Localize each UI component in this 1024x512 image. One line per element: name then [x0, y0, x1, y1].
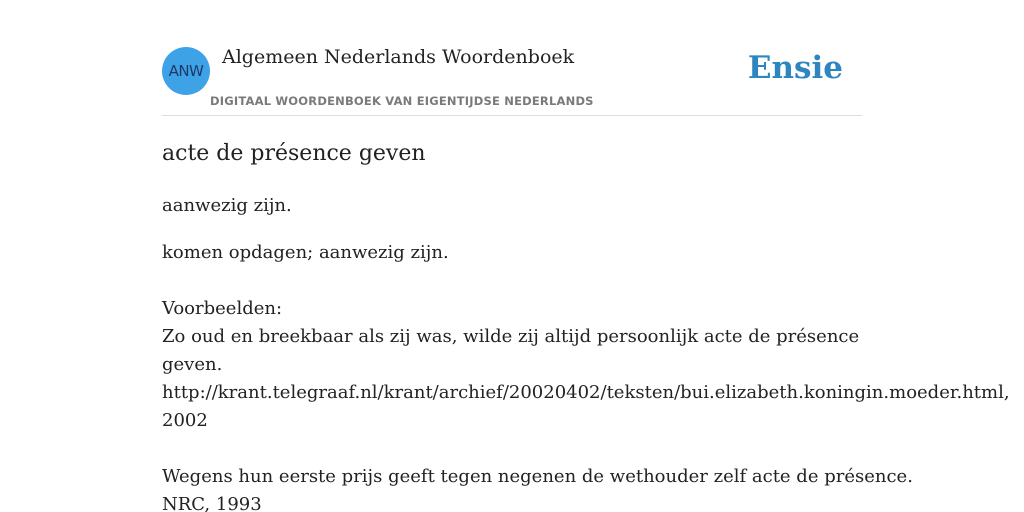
examples-section	[162, 295, 1010, 512]
example-1-line-2: geven.	[162, 354, 223, 375]
site-title[interactable]: Algemeen Nederlands Woordenboek	[222, 46, 575, 68]
example-2-source-line-1: NRC, 1993	[162, 494, 262, 512]
site-header	[162, 0, 862, 116]
examples-heading: Voorbeelden:	[162, 298, 283, 319]
example-1-source-line-2: 2002	[162, 410, 208, 431]
definition-2: komen opdagen; aanwezig zijn.	[162, 242, 449, 263]
example-1-line-1: Zo oud en breekbaar als zij was, wilde zij altijd persoonlijk acte de présence	[162, 326, 860, 347]
site-subtitle: DIGITAAL WOORDENBOEK VAN EIGENTIJDSE NEDERLANDS	[210, 94, 594, 108]
ensie-brand-logo[interactable]: Ensie	[747, 50, 843, 86]
example-spacer	[162, 435, 992, 463]
definition-1: aanwezig zijn.	[162, 195, 292, 216]
example-1-source-line-1: http://krant.telegraaf.nl/krant/archief/20020402/teksten/bui.elizabeth.koningin.moeder.html,	[162, 382, 1010, 403]
entry-title: acte de présence geven	[162, 141, 426, 166]
anw-logo[interactable]	[162, 47, 210, 95]
example-2-line-1: Wegens hun eerste prijs geeft tegen negenen de wethouder zelf acte de présence.	[162, 466, 913, 487]
logo-text: ANW	[168, 62, 204, 80]
